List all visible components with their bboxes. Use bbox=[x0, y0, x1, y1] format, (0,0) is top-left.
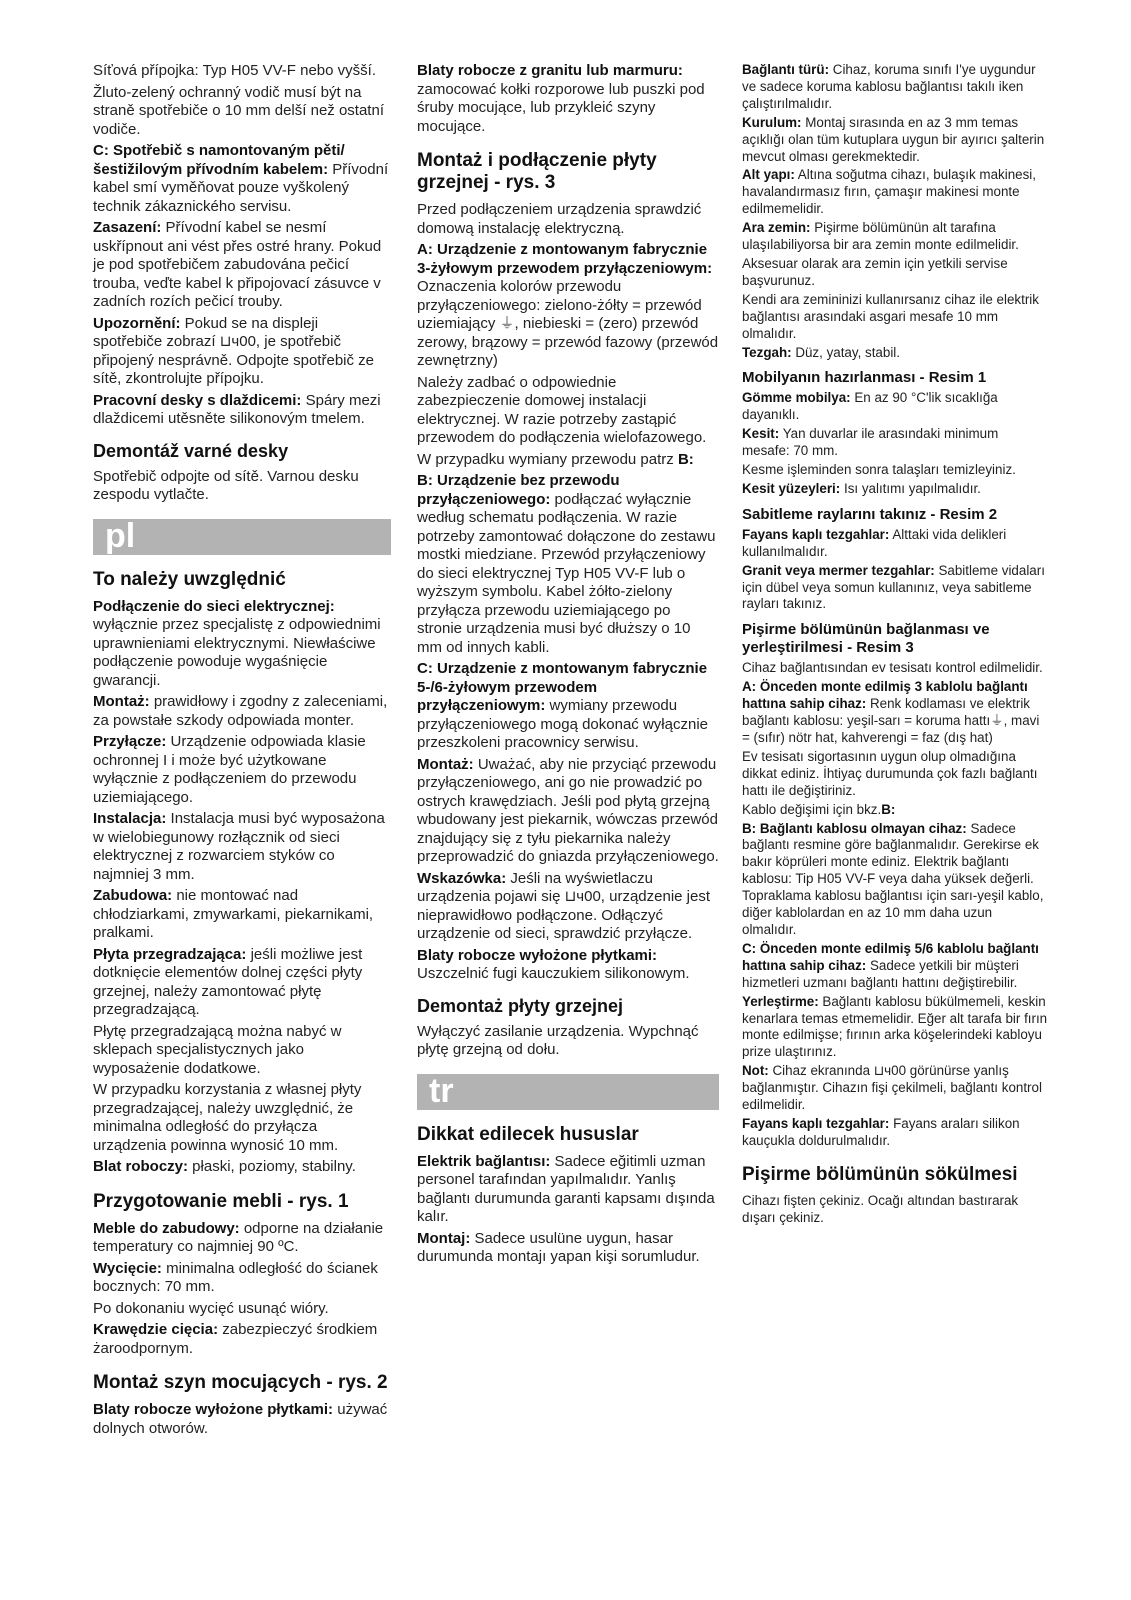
paragraph-tail: B: bbox=[677, 450, 694, 468]
paragraph bbox=[417, 472, 719, 657]
paragraph-lead: Wskazówka: bbox=[417, 869, 507, 887]
paragraph-lead: Kesit yüzeyleri: bbox=[742, 480, 841, 496]
paragraph-text: Płytę przegradzającą można nabyć w sklepach specjalistycznych jako wyposażenie dodatkowe. bbox=[93, 1022, 342, 1077]
paragraph-text: płaski, poziomy, stabilny. bbox=[188, 1158, 356, 1175]
paragraph bbox=[93, 1401, 391, 1438]
paragraph-tail: B: bbox=[881, 801, 896, 817]
paragraph bbox=[742, 292, 1048, 343]
paragraph bbox=[742, 941, 1048, 992]
paragraph-text: Sadece yetkili bir müşteri hizmetleri uzmanı bağlantı hattını değiştirebilir. bbox=[742, 957, 1019, 990]
paragraph bbox=[417, 1023, 719, 1060]
paragraph bbox=[417, 947, 719, 984]
paragraph-lead: Yerleştirme: bbox=[742, 993, 819, 1009]
paragraph-text: Wyłączyć zasilanie urządzenia. Wypchnąć płytę grzejną od dołu. bbox=[417, 1022, 699, 1058]
paragraph bbox=[742, 1116, 1048, 1150]
paragraph-text: Přívodní kabel smí vyměňovat pouze vyškolený technik zákaznického servisu. bbox=[93, 160, 389, 215]
paragraph-text: Cihaz, koruma sınıfı I'ye uygundur ve sadece koruma kablosu bağlantısı takılı iken çalıştırılmalıdır. bbox=[742, 62, 1036, 111]
paragraph bbox=[93, 693, 391, 730]
paragraph-lead: C: Urządzenie z montowanym fabrycznie 5-/6-żyłowym przewodem przyłączeniowym: bbox=[417, 660, 708, 714]
paragraph-lead: A: Urządzenie z montowanym fabrycznie 3-żyłowym przewodem przyłączeniowym: bbox=[417, 241, 713, 277]
paragraph-lead: Kurulum: bbox=[742, 114, 802, 130]
paragraph-lead: Blaty robocze wyłożone płytkami: bbox=[93, 1401, 334, 1418]
paragraph bbox=[93, 1260, 391, 1297]
paragraph-lead: A: Önceden monte edilmiş 3 kablolu bağlantı hattına sahip cihaz: bbox=[742, 679, 1028, 712]
paragraph-text: Sabitleme vidaları için dübel veya somun kullanınız, veya sabitleme rayları takınız. bbox=[742, 562, 1045, 612]
paragraph-lead: Blaty robocze wyłożone płytkami: bbox=[417, 946, 658, 964]
paragraph-lead: Upozornění: bbox=[93, 314, 181, 332]
paragraph-text: Žluto-zelený ochranný vodič musí být na straně spotřebiče o 10 mm delší než ostatní vodiče. bbox=[93, 83, 384, 138]
paragraph-text: Síťová přípojka: Typ H05 VV-F nebo vyšší. bbox=[93, 62, 376, 79]
paragraph-lead: Zasazení: bbox=[93, 219, 162, 236]
paragraph bbox=[417, 1153, 719, 1227]
paragraph bbox=[742, 802, 1048, 819]
paragraph bbox=[742, 345, 1048, 362]
paragraph-text: Należy zadbać o odpowiednie zabezpieczenie domowej instalacji elektrycznej. W razie potrzeby zastąpić przewodem do podłączenia wielofazowego. bbox=[417, 373, 707, 446]
paragraph-lead: B: Bağlantı kablosu olmayan cihaz: bbox=[742, 820, 967, 836]
paragraph bbox=[742, 481, 1048, 498]
paragraph-lead: Kesit: bbox=[742, 426, 780, 442]
paragraph-text: Kesme işleminden sonra talaşları temizleyiniz. bbox=[742, 462, 1016, 478]
paragraph bbox=[93, 392, 391, 429]
paragraph bbox=[742, 167, 1048, 218]
paragraph-text: Renk kodlaması ve elektrik bağlantı kablosu: yeşil-sarı = koruma hattı⏚, mavi = (sıfır) nötr hat, kahverengi = faz (dış hat) bbox=[742, 696, 1040, 745]
language-marker-bar: tr bbox=[417, 1074, 719, 1110]
paragraph-text: Kendi ara zemininizi kullanırsanız cihaz ile elektrik bağlantısı arasındaki asgari mesafe 10 mm olmalıdır. bbox=[742, 291, 1039, 341]
paragraph bbox=[417, 660, 719, 753]
paragraph-text: Yan duvarlar ile arasındaki minimum mesafe: 70 mm. bbox=[742, 426, 999, 459]
paragraph-text: Instalacja musi być wyposażona w wielobiegunowy rozłącznik od sieci elektrycznej z rozwarciem styków co najmniej 3 mm. bbox=[93, 810, 385, 883]
paragraph-lead: Wycięcie: bbox=[93, 1259, 162, 1277]
language-marker-bar: pl bbox=[93, 519, 391, 555]
paragraph-text: odporne na działanie temperatury co najmniej 90 ºC. bbox=[93, 1219, 384, 1255]
paragraph bbox=[93, 1158, 391, 1177]
paragraph-text: minimalna odległość do ścianek bocznych: 70 mm. bbox=[93, 1259, 378, 1295]
column-3 bbox=[742, 62, 1048, 1229]
paragraph-text: Pişirme bölümünün alt tarafına ulaşılabiliyorsa bir ara zemin monte edilmelidir. bbox=[742, 220, 1019, 253]
paragraph bbox=[742, 527, 1048, 561]
paragraph-lead: Przyłącze: bbox=[93, 733, 167, 750]
paragraph bbox=[742, 390, 1048, 424]
paragraph-text: Alttaki vida delikleri kullanılmalıdır. bbox=[742, 526, 1007, 559]
paragraph-text: Düz, yatay, stabil. bbox=[791, 344, 900, 360]
paragraph-text: nie montować nad chłodziarkami, zmywarkami, piekarnikami, pralkami. bbox=[93, 887, 374, 941]
paragraph bbox=[93, 733, 391, 807]
paragraph bbox=[93, 946, 391, 1020]
paragraph bbox=[417, 870, 719, 944]
paragraph-text: Cihazı fişten çekiniz. Ocağı altından bastırarak dışarı çekiniz. bbox=[742, 1192, 1019, 1225]
paragraph-text: podłączać wyłącznie według schematu podłączenia. W razie potrzeby zamontować dołączone do zestawu mostki miedziane. Przewód przyłączeniowy do sieci elektrycznej Typ H05 VV-F lub o wyższym symbolu. Kabel żółto-zielony przyłącza przewodu uziemiającego po stronie urządzenia musi być dłuższy o 10 mm od innych kabli. bbox=[417, 490, 716, 656]
paragraph bbox=[93, 1081, 391, 1155]
paragraph-text: Cihaz bağlantısından ev tesisatı kontrol edilmelidir. bbox=[742, 660, 1043, 676]
paragraph bbox=[417, 756, 719, 867]
paragraph bbox=[417, 374, 719, 448]
paragraph bbox=[742, 220, 1048, 254]
section-heading: Dikkat edilecek hususlar bbox=[417, 1123, 639, 1145]
subsection-heading: Sabitleme raylarını takınız - Resim 2 bbox=[742, 505, 998, 523]
paragraph-text: zamocować kołki rozporowe lub puszki pod śruby mocujące, lub przykleić szyny mocujące. bbox=[417, 80, 705, 135]
paragraph-text: prawidłowy i zgodny z zaleceniami, za powstałe szkody odpowiada monter. bbox=[93, 693, 388, 729]
paragraph-text: En az 90 °C'lik sıcaklığa dayanıklı. bbox=[742, 390, 998, 423]
paragraph-text: Altına soğutma cihazı, bulaşık makinesi, havalandırmasız fırın, çamaşır makinesi monte edilmemelidir. bbox=[742, 167, 1036, 217]
paragraph-lead: Montaż: bbox=[93, 693, 150, 710]
subsection-heading: Demontáž varné desky bbox=[93, 440, 289, 461]
paragraph-text: Cihaz ekranında ⊔ч00 görünürse yanlış bağlanmıştır. Cihazın fişi çekilmeli, bağlantı kontrol edilmelidir. bbox=[742, 1063, 1042, 1113]
paragraph-text: Kablo değişimi için bkz. bbox=[742, 801, 882, 817]
paragraph-text: Sadece eğitimli uzman personel tarafından yapılmalıdır. Yanlış bağlantı durumunda garanti kapsamı dışında kalır. bbox=[417, 1152, 715, 1225]
paragraph bbox=[417, 1230, 719, 1267]
column-1 bbox=[93, 62, 391, 1441]
paragraph-lead: Blaty robocze z granitu lub marmuru: bbox=[417, 62, 683, 79]
subsection-heading: Mobilyanın hazırlanması - Resim 1 bbox=[742, 369, 987, 387]
section-heading: To należy uwzględnić bbox=[93, 568, 286, 590]
section-heading: Przygotowanie mebli - rys. 1 bbox=[93, 1190, 349, 1212]
paragraph bbox=[417, 241, 719, 371]
paragraph-lead: Instalacja: bbox=[93, 810, 167, 827]
paragraph-text: Přívodní kabel se nesmí uskřípnout ani vést přes ostré hrany. Pokud je pod spotřebičem zabudována pečicí trouba, veďte kabel k připojovací zásuvce v zadních rozích pečicí trouby. bbox=[93, 219, 382, 310]
paragraph-text: Spáry mezi dlaždicemi utěsněte silikonovým tmelem. bbox=[93, 391, 381, 427]
paragraph-text: Sadece bağlantı resmine göre bağlanmalıdır. Gerekirse ek bakır köprüleri monte ediniz. Elektrik bağlantı kablosu: Tip H05 VV-F veya daha yüksek değerli. Topraklama kablosu bağlantısı için sarı-yeşil kablo, diğer kablolardan en az 10 mm daha uzun olmalıdır. bbox=[742, 820, 1044, 937]
paragraph-text: zabezpieczyć środkiem żaroodpornym. bbox=[93, 1321, 378, 1357]
paragraph-lead: Podłączenie do sieci elektrycznej: bbox=[93, 597, 335, 615]
paragraph-lead: Tezgah: bbox=[742, 344, 792, 360]
paragraph-text: Fayans araları silikon kauçukla doldurulmalıdır. bbox=[742, 1115, 1020, 1148]
paragraph bbox=[742, 115, 1048, 166]
paragraph bbox=[742, 994, 1048, 1062]
paragraph-lead: Montaż: bbox=[417, 755, 474, 773]
subsection-heading: Pişirme bölümünün bağlanması ve yerleştirilmesi - Resim 3 bbox=[742, 621, 990, 657]
paragraph-text: Jeśli na wyświetlaczu urządzenia pojawi się ⊔ч00, urządzenie jest nieprawidłowo podłączone. Odłączyć urządzenie od sieci, sprawdzić przyłącze. bbox=[417, 869, 711, 942]
paragraph bbox=[742, 1063, 1048, 1114]
paragraph-text: Spotřebič odpojte od sítě. Varnou desku zespodu vytlačte. bbox=[93, 467, 359, 503]
paragraph-text: jeśli możliwe jest dotknięcie elementów dolnej części płyty grzejnej, należy zamontować płytę przegradzającą. bbox=[93, 945, 363, 1018]
paragraph-lead: Granit veya mermer tezgahlar: bbox=[742, 562, 935, 578]
paragraph-text: Pokud se na displeji spotřebiče zobrazí ⊔ч00, je spotřebič připojený nesprávně. Odpojte spotřebič ze sítě, zkontrolujte přípojku. bbox=[93, 314, 375, 387]
paragraph bbox=[93, 84, 391, 140]
paragraph bbox=[742, 462, 1048, 479]
paragraph-lead: Fayans kaplı tezgahlar: bbox=[742, 1115, 890, 1131]
paragraph bbox=[93, 219, 391, 312]
paragraph-lead: Not: bbox=[742, 1063, 769, 1079]
paragraph bbox=[417, 451, 719, 470]
paragraph bbox=[742, 660, 1048, 677]
paragraph bbox=[742, 679, 1048, 747]
paragraph bbox=[93, 1321, 391, 1358]
paragraph-text: Sadece usulüne uygun, hasar durumunda montajı yapan kişi sorumludur. bbox=[417, 1229, 700, 1265]
paragraph bbox=[742, 426, 1048, 460]
paragraph-text: Uważać, aby nie przyciąć przewodu przyłączeniowego, ani go nie prowadzić po ostrych krawędziach. Jeśli pod płytą grzejną wbudowany jest piekarnik, wówczas przewód znajdujący się z tyłu piekarnika należy przeprowadzić do gniazda przyłączeniowego. bbox=[417, 755, 719, 865]
paragraph-lead: Montaj: bbox=[417, 1229, 471, 1247]
paragraph bbox=[93, 62, 391, 81]
section-heading: Montaż i podłączenie płyty grzejnej - rys. 3 bbox=[417, 150, 657, 193]
paragraph-text: Aksesuar olarak ara zemin için yetkili servise başvurunuz. bbox=[742, 255, 1008, 288]
paragraph bbox=[93, 1023, 391, 1079]
paragraph bbox=[93, 887, 391, 943]
column-2 bbox=[417, 62, 719, 1270]
paragraph bbox=[93, 315, 391, 389]
paragraph-lead: Płyta przegradzająca: bbox=[93, 945, 247, 963]
paragraph bbox=[93, 1220, 391, 1257]
paragraph bbox=[93, 468, 391, 505]
paragraph-lead: Zabudowa: bbox=[93, 887, 173, 904]
paragraph-text: Bağlantı kablosu bükülmemeli, keskin kenarlara temas etmemelidir. Eğer alt tarafa bir fırın monte edilmişse; fırının arka köşelerindeki kabloyu prize ulaştırınız. bbox=[742, 993, 1048, 1060]
paragraph bbox=[742, 62, 1048, 113]
paragraph-text: Oznaczenia kolorów przewodu przyłączeniowego: zielono-żółty = przewód uziemiający ⏚, niebieski = (zero) przewód zerowy, brązowy = przewód fazowy (przewód zewnętrzny) bbox=[417, 278, 719, 369]
paragraph bbox=[417, 62, 719, 136]
paragraph bbox=[742, 1193, 1048, 1227]
paragraph-lead: Meble do zabudowy: bbox=[93, 1219, 240, 1237]
paragraph-text: W przypadku wymiany przewodu patrz bbox=[417, 450, 678, 468]
section-heading: Pişirme bölümünün sökülmesi bbox=[742, 1163, 1018, 1185]
subsection-heading: Demontaż płyty grzejnej bbox=[417, 995, 624, 1016]
paragraph-lead: Krawędzie cięcia: bbox=[93, 1321, 219, 1338]
paragraph-lead: Elektrik bağlantısı: bbox=[417, 1152, 551, 1170]
paragraph-text: Isı yalıtımı yapılmalıdır. bbox=[840, 480, 981, 496]
paragraph-lead: C: Spotřebič s namontovaným pěti/šestižilovým přívodním kabelem: bbox=[93, 142, 345, 178]
paragraph-lead: Bağlantı türü: bbox=[742, 62, 830, 77]
paragraph-text: Ev tesisatı sigortasının uygun olup olmadığına dikkat ediniz. İhtiyaç durumunda çok fazlı bağlantı hattı ile değiştiriniz. bbox=[742, 748, 1038, 798]
paragraph-lead: Blat roboczy: bbox=[93, 1158, 189, 1175]
paragraph-text: Po dokonaniu wycięć usunąć wióry. bbox=[93, 1299, 329, 1317]
paragraph-text: W przypadku korzystania z własnej płyty przegradzającej, należy uwzględnić, że minimalna odległość do przyłącza urządzenia powinna wynosić 10 mm. bbox=[93, 1081, 362, 1154]
paragraph-lead: C: Önceden monte edilmiş 5/6 kablolu bağlantı hattına sahip cihaz: bbox=[742, 940, 1039, 973]
paragraph-lead: Fayans kaplı tezgahlar: bbox=[742, 526, 890, 542]
paragraph bbox=[93, 142, 391, 216]
paragraph-lead: B: Urządzenie bez przewodu przyłączeniowego: bbox=[417, 472, 620, 508]
paragraph bbox=[742, 749, 1048, 800]
paragraph-text: Montaj sırasında en az 3 mm temas açıklığı olan tüm kutuplara uygun bir ayırıcı şalterin mevcut olması gerekmektedir. bbox=[742, 114, 1045, 164]
paragraph-text: używać dolnych otworów. bbox=[93, 1401, 388, 1437]
paragraph bbox=[742, 563, 1048, 614]
paragraph bbox=[742, 256, 1048, 290]
paragraph-lead: Pracovní desky s dlaždicemi: bbox=[93, 391, 302, 409]
paragraph-lead: Alt yapı: bbox=[742, 167, 795, 183]
paragraph bbox=[93, 810, 391, 884]
paragraph bbox=[417, 201, 719, 238]
paragraph-text: Uszczelnić fugi kauczukiem silikonowym. bbox=[417, 965, 690, 982]
paragraph-text: wymiany przewodu przyłączeniowego mogą dokonać wyłącznie przeszkoleni pracownicy serwisu. bbox=[417, 697, 708, 751]
paragraph-lead: Ara zemin: bbox=[742, 220, 811, 236]
paragraph-text: wyłącznie przez specjalistę z odpowiednimi uprawnieniami elektrycznymi. Niewłaściwe podłączenie powoduje wygaśnięcie gwarancji. bbox=[93, 616, 381, 689]
paragraph bbox=[93, 598, 391, 691]
section-heading: Montaż szyn mocujących - rys. 2 bbox=[93, 1372, 388, 1393]
paragraph-text: Przed podłączeniem urządzenia sprawdzić domową instalację elektryczną. bbox=[417, 201, 702, 237]
paragraph-text: Urządzenie odpowiada klasie ochronnej I i może być użytkowane wyłącznie z podłączeniem do przewodu uziemiającego. bbox=[93, 733, 366, 806]
paragraph bbox=[93, 1300, 391, 1319]
paragraph-lead: Gömme mobilya: bbox=[742, 390, 851, 406]
paragraph bbox=[742, 821, 1048, 939]
